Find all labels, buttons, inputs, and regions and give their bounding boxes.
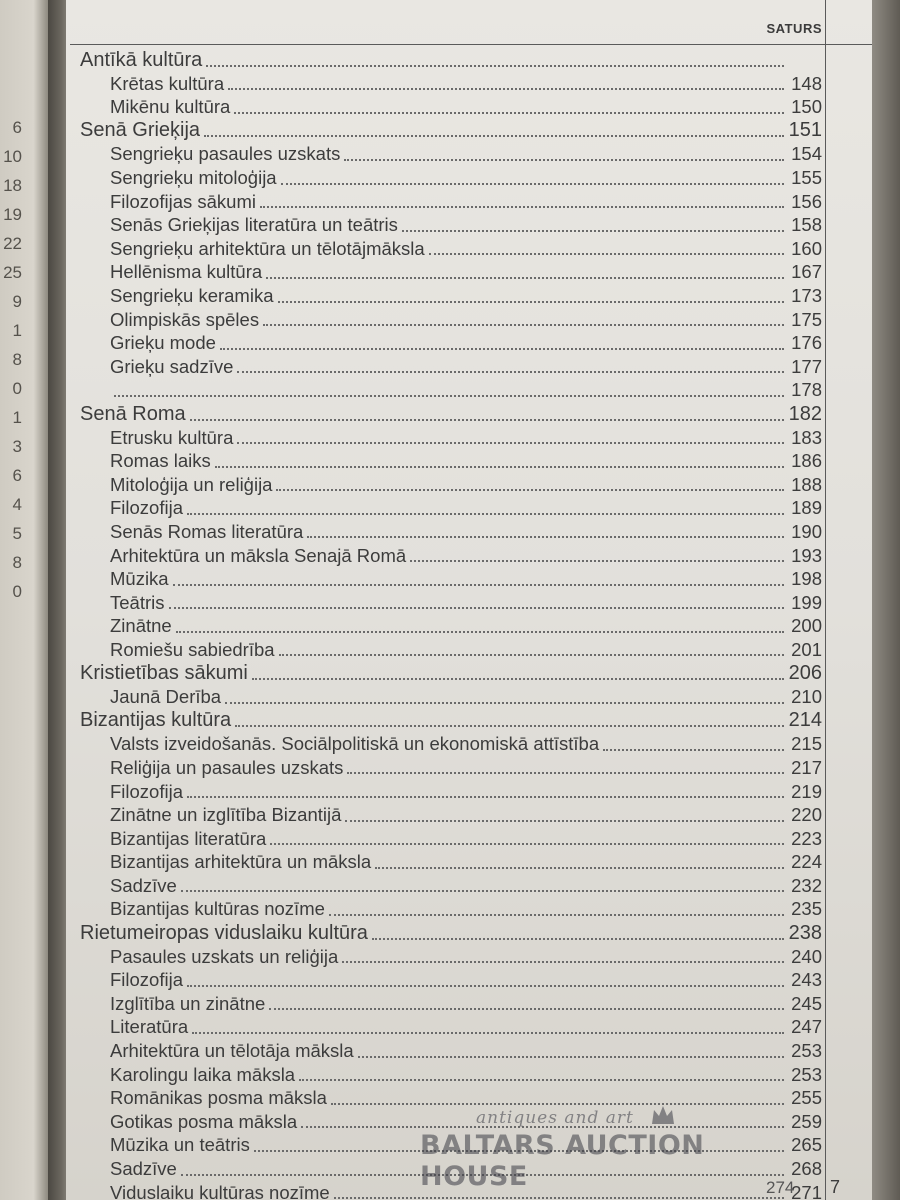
toc-chapter [80,919,822,943]
toc-leader-dots [329,914,784,916]
toc-title: Mitoloģija un reliģija [110,473,273,495]
toc-title: Izglītība un zinātne [110,992,266,1014]
toc-title: Sadzīve [110,874,177,896]
toc-page-number: 156 [791,190,822,212]
table-of-contents [80,46,822,1200]
toc-leader-dots [331,1103,784,1105]
toc-chapter [80,117,822,141]
toc-leader-dots [276,489,784,491]
toc-leader-dots [334,1197,784,1199]
toc-entry [80,754,822,778]
toc-leader-dots [252,678,784,680]
toc-entry [80,777,822,801]
toc-title: Zinātne un izglītība Bizantijā [110,804,342,826]
toc-title: Filozofija [110,780,183,802]
toc-title: Bizantijas arhitektūra un māksla [110,851,372,873]
toc-page-number: 200 [791,615,822,637]
left-edge-number: 8 [12,350,22,369]
toc-title: Romas laiks [110,450,211,472]
toc-title: Sengrieķu pasaules uzskats [110,143,341,165]
toc-entry [80,258,822,282]
left-edge-number: 0 [12,582,22,601]
toc-leader-dots [342,961,784,963]
toc-title: Sengrieķu mitoloģija [110,167,277,189]
toc-page-number: 210 [791,686,822,708]
toc-leader-dots [228,88,784,90]
toc-title: Sengrieķu arhitektūra un tēlotājmāksla [110,237,425,259]
toc-page-number: 253 [791,1040,822,1062]
toc-leader-dots [204,135,784,137]
toc-page-number: 215 [791,733,822,755]
toc-leader-dots [281,183,784,185]
toc-page-number: 201 [791,638,822,660]
toc-title: Senā Grieķija [80,119,201,142]
toc-page-number: 223 [791,827,822,849]
toc-leader-dots [173,584,784,586]
toc-title: Teātris [110,591,165,613]
toc-title: Viduslaiku kultūras nozīme [110,1181,330,1200]
toc-title: Bizantijas kultūras nozīme [110,898,325,920]
toc-page-number: 176 [791,332,822,354]
toc-entry [80,1013,822,1037]
toc-title: Antīkā kultūra [80,48,203,71]
toc-leader-dots [220,348,784,350]
toc-entry [80,188,822,212]
toc-page-number: 243 [791,969,822,991]
toc-leader-dots [307,536,784,538]
toc-page-number: 232 [791,874,822,896]
left-edge-number: 6 [12,466,22,485]
toc-title: Arhitektūra un māksla Senajā Romā [110,544,407,566]
toc-entry [80,1037,822,1061]
toc-page-number: 150 [791,96,822,118]
toc-entry [80,353,822,377]
toc-entry [80,140,822,164]
toc-leader-dots [372,938,784,940]
toc-leader-dots [299,1079,784,1081]
toc-entry [80,612,822,636]
left-edge-number: 1 [12,408,22,427]
toc-entry [80,494,822,518]
toc-entry [80,447,822,471]
partial-page-number: 274 [766,1178,795,1197]
toc-page-number: 175 [791,308,822,330]
toc-leader-dots [237,371,784,373]
toc-title: Kristietības sākumi [80,662,248,685]
toc-leader-dots [176,631,784,633]
toc-leader-dots [114,395,784,397]
toc-page-number: 178 [791,379,822,401]
toc-entry [80,541,822,565]
toc-title: Bizantijas kultūra [80,709,232,732]
toc-leader-dots [269,1008,784,1010]
toc-title: Literatūra [110,1016,189,1038]
toc-page-number: 245 [791,992,822,1014]
toc-leader-dots [181,890,784,892]
toc-leader-dots [358,1056,784,1058]
left-edge-number: 8 [12,553,22,572]
toc-title: Senā Roma [80,402,186,425]
margin-rule [825,0,826,1200]
toc-leader-dots [169,607,785,609]
toc-title: Mūzika un teātris [110,1134,250,1156]
left-edge-number: 3 [12,437,22,456]
toc-entry [80,211,822,235]
toc-title: Reliģija un pasaules uzskats [110,756,344,778]
toc-page-number: 219 [791,780,822,802]
toc-entry [80,329,822,353]
toc-page-number: 177 [791,355,822,377]
toc-page-number: 240 [791,945,822,967]
toc-entry [80,306,822,330]
toc-entry [80,895,822,919]
toc-page-number: 155 [791,167,822,189]
toc-title: Mikēnu kultūra [110,96,231,118]
toc-entry [80,471,822,495]
toc-leader-dots [190,419,784,421]
toc-page [66,0,874,1200]
toc-page-number: 158 [791,214,822,236]
toc-title: Filozofija [110,969,183,991]
toc-page-number: 173 [791,285,822,307]
toc-page-number: 190 [791,520,822,542]
left-edge-number: 25 [3,263,22,282]
toc-leader-dots [347,772,784,774]
toc-page-number: 253 [791,1063,822,1085]
toc-entry [80,164,822,188]
page-number: 7 [829,1177,840,1197]
toc-leader-dots [234,112,784,114]
toc-title: Hellēnisma kultūra [110,261,263,283]
left-edge-number: 1 [12,321,22,340]
toc-page-number: 271 [791,1181,822,1200]
toc-title: Jaunā Derība [110,686,222,708]
toc-title: Mūzika [110,568,169,590]
toc-title: Filozofijas sākumi [110,190,256,212]
toc-page-number: 160 [791,237,822,259]
toc-page-number: 182 [788,402,822,425]
toc-page-number: 199 [791,591,822,613]
toc-page-number: 259 [791,1110,822,1132]
toc-page-number: 151 [788,119,822,142]
toc-title: Rietumeiropas viduslaiku kultūra [80,921,368,944]
toc-title: Senās Grieķijas literatūra un teātris [110,214,398,236]
left-edge-number: 0 [12,379,22,398]
toc-title: Zinātne [110,615,172,637]
toc-leader-dots [237,442,784,444]
toc-page-number: 224 [791,851,822,873]
toc-entry [80,730,822,754]
watermark-brand: BALTARS AUCTION HOUSE [420,1130,705,1192]
toc-chapter [80,400,822,424]
left-edge-number: 22 [3,234,22,253]
toc-leader-dots [429,253,784,255]
toc-entry [80,966,822,990]
toc-entry [80,848,822,872]
toc-entry [80,636,822,660]
toc-chapter [80,707,822,731]
toc-entry [80,825,822,849]
left-edge-number: 10 [3,147,22,166]
toc-page-number: 214 [788,709,822,732]
toc-page-number: 268 [791,1158,822,1179]
toc-entry [80,1084,822,1108]
toc-page-number: 220 [791,804,822,826]
toc-leader-dots [270,843,784,845]
toc-title: Grieķu mode [110,332,216,354]
toc-title: Etrusku kultūra [110,426,234,448]
left-edge-number: 9 [12,292,22,311]
toc-title: Pasaules uzskats un reliģija [110,945,339,967]
header-rule [70,44,874,45]
toc-leader-dots [263,324,784,326]
toc-entry [80,683,822,707]
toc-chapter [80,659,822,683]
toc-entry [80,518,822,542]
toc-page-number: 167 [791,261,822,283]
left-edge-number: 4 [12,495,22,514]
left-edge-number: 19 [3,205,22,224]
toc-entry [80,801,822,825]
toc-entry [80,990,822,1014]
toc-page-number: 148 [791,72,822,94]
toc-leader-dots [235,725,784,727]
crown-icon [650,1104,676,1126]
toc-title: Karolingu laika māksla [110,1063,296,1085]
toc-leader-dots [215,466,784,468]
toc-entry [80,872,822,896]
toc-leader-dots [266,277,784,279]
toc-leader-dots [603,749,784,751]
toc-leader-dots [187,985,784,987]
left-edge-number: 18 [3,176,22,195]
left-page-edge [0,0,48,1200]
toc-page-number: 188 [791,473,822,495]
toc-entry [80,565,822,589]
page-edge-shadow [872,0,900,1200]
toc-page-number: 235 [791,898,822,920]
toc-title: Gotikas posma māksla [110,1110,298,1132]
toc-page-number: 206 [788,662,822,685]
watermark-tagline: antiques and art [476,1108,634,1128]
toc-title: Grieķu sadzīve [110,355,234,377]
toc-title: Senās Romas literatūra [110,520,304,542]
toc-leader-dots [279,654,784,656]
toc-entry [80,93,822,117]
toc-leader-dots [192,1032,784,1034]
toc-page-number: 265 [791,1134,822,1156]
toc-entry [80,424,822,448]
toc-leader-dots [375,867,784,869]
toc-page-number: 183 [791,426,822,448]
toc-title: Romānikas posma māksla [110,1087,327,1109]
toc-entry [80,1061,822,1085]
left-edge-number: 6 [12,118,22,137]
toc-title: Arhitektūra un tēlotāja māksla [110,1040,354,1062]
toc-title: Bizantijas literatūra [110,827,267,849]
toc-page-number: 154 [791,143,822,165]
toc-title: Filozofija [110,497,183,519]
toc-title: Romiešu sabiedrība [110,638,275,660]
toc-page-number: 247 [791,1016,822,1038]
toc-entry [80,282,822,306]
toc-entry [80,376,822,400]
toc-leader-dots [344,159,784,161]
toc-leader-dots [278,301,785,303]
toc-title: Sengrieķu keramika [110,285,274,307]
toc-title: Sadzīve [110,1158,177,1179]
toc-title: Valsts izveidošanās. Sociālpolitiskā un ekonomiskā attīstība [110,733,600,755]
toc-entry [80,70,822,94]
toc-page-number: 238 [788,921,822,944]
toc-page-number: 255 [791,1087,822,1109]
left-edge-number: 5 [12,524,22,543]
toc-page-number: 193 [791,544,822,566]
toc-page-number: 198 [791,568,822,590]
toc-page-number: 186 [791,450,822,472]
toc-leader-dots [260,206,784,208]
toc-title: Krētas kultūra [110,72,225,94]
toc-entry [80,235,822,259]
toc-entry [80,943,822,967]
toc-page-number: 189 [791,497,822,519]
toc-page-number: 217 [791,756,822,778]
toc-leader-dots [187,796,784,798]
toc-entry [80,589,822,613]
toc-leader-dots [225,702,784,704]
toc-chapter [80,46,822,70]
toc-leader-dots [206,65,784,67]
toc-leader-dots [402,230,784,232]
toc-leader-dots [410,560,784,562]
toc-leader-dots [187,513,784,515]
toc-leader-dots [345,820,784,822]
section-header: SATURS [766,21,822,36]
toc-title: Olimpiskās spēles [110,308,260,330]
